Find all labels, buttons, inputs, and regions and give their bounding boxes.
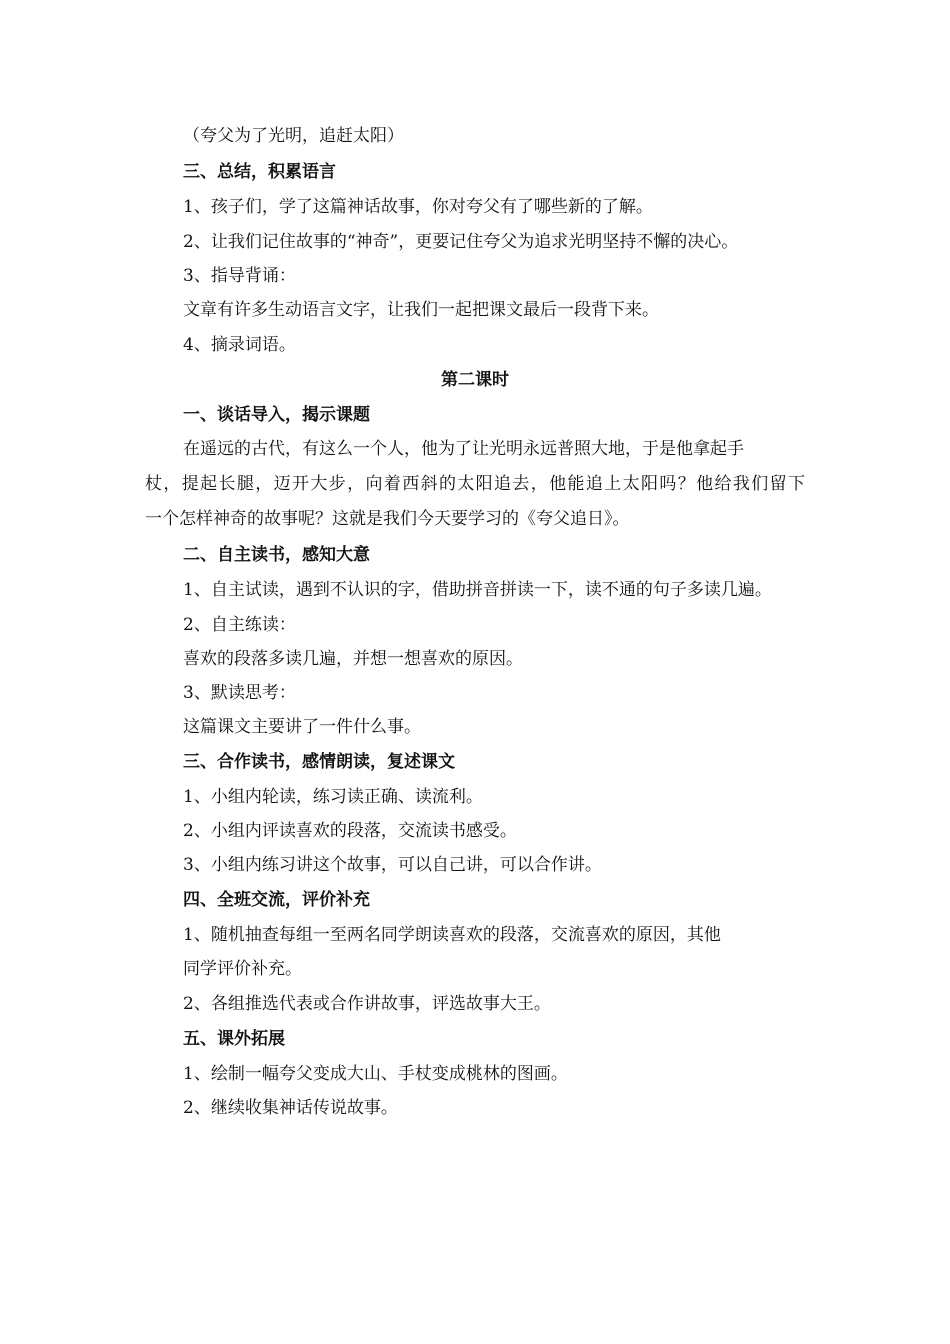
list-item: 3、小组内练习讲这个故事，可以自己讲，可以合作讲。	[183, 855, 602, 875]
lesson-title: 第二课时	[441, 370, 509, 390]
paragraph: 喜欢的段落多读几遍，并想一想喜欢的原因。	[183, 649, 523, 669]
list-item: 1、孩子们，学了这篇神话故事，你对夸父有了哪些新的了解。	[183, 197, 653, 217]
list-item: 1、自主试读，遇到不认识的字，借助拼音拼读一下，读不通的句子多读几遍。	[183, 580, 772, 600]
paragraph-line: 杖，提起长腿，迈开大步，向着西斜的太阳追去，他能追上太阳吗？他给我们留下	[145, 474, 805, 494]
paragraph-line: 在遥远的古代，有这么一个人，他为了让光明永远普照大地，于是他拿起手	[183, 439, 744, 459]
list-item: 2、自主练读：	[183, 615, 296, 635]
list-item: 3、指导背诵：	[183, 266, 296, 286]
section-heading: 三、总结，积累语言	[183, 162, 336, 182]
section-heading: 三、合作读书，感情朗读，复述课文	[183, 752, 455, 772]
section-heading: 五、课外拓展	[183, 1029, 285, 1049]
list-item: 2、小组内评读喜欢的段落，交流读书感受。	[183, 821, 517, 841]
list-item: 1、小组内轮读，练习读正确、读流利。	[183, 787, 483, 807]
list-item-continued: 同学评价补充。	[183, 959, 302, 979]
list-item: 2、让我们记住故事的“神奇”，更要记住夸父为追求光明坚持不懈的决心。	[183, 232, 739, 252]
section-heading: 四、全班交流，评价补充	[183, 890, 370, 910]
paragraph-line: 一个怎样神奇的故事呢？这就是我们今天要学习的《夸父追日》。	[145, 509, 630, 529]
section-heading: 一、谈话导入，揭示课题	[183, 405, 370, 425]
paragraph: 这篇课文主要讲了一件什么事。	[183, 717, 421, 737]
list-item: 1、随机抽查每组一至两名同学朗读喜欢的段落，交流喜欢的原因，其他	[183, 925, 721, 945]
list-item: 4、摘录词语。	[183, 335, 296, 355]
section-heading: 二、自主读书，感知大意	[183, 545, 370, 565]
paragraph: 文章有许多生动语言文字，让我们一起把课文最后一段背下来。	[183, 300, 659, 320]
list-item: 2、各组推选代表或合作讲故事，评选故事大王。	[183, 994, 551, 1014]
list-item: 2、继续收集神话传说故事。	[183, 1098, 398, 1118]
note-line: （夸父为了光明，追赶太阳）	[183, 126, 404, 146]
list-item: 3、默读思考：	[183, 683, 296, 703]
list-item: 1、绘制一幅夸父变成大山、手杖变成桃林的图画。	[183, 1064, 568, 1084]
